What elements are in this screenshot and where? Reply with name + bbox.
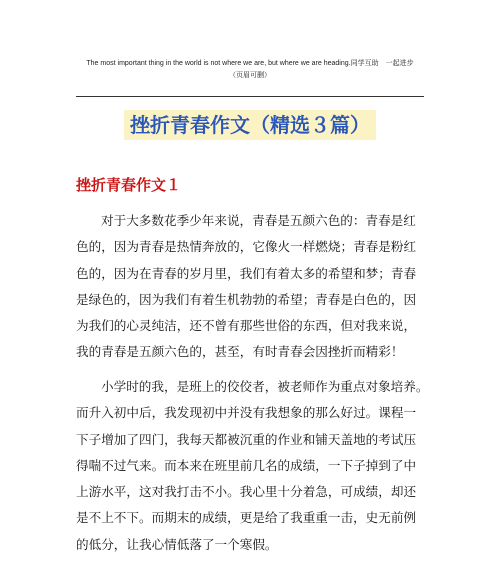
document-title-block	[0, 110, 500, 140]
document-title: 挫折青春作文（精选３篇）	[124, 110, 376, 140]
header-note: （页眉可删）	[229, 72, 271, 79]
paragraph-line: 而升入初中后，我发现初中并没有我想象的那么好过。课程一	[76, 405, 417, 421]
paragraph-line: 得喘不过气来。而本来在班里前几名的成绩，一下子掉到了中	[76, 457, 417, 473]
paragraph-line: 上游水平，这对我打击不小。我心里十分着急，可成绩，却还	[76, 484, 417, 500]
paragraph-line: 对于大多数花季少年来说，青春是五颜六色的：青春是红	[101, 213, 416, 228]
paragraph-line: 小学时的我，是班上的佼佼者，被老师作为重点对象培养。	[101, 379, 429, 394]
paragraph-line: 的低分，让我心情低落了一个寒假。	[76, 536, 278, 552]
paragraph-line: 我的青春是五颜六色的，甚至，有时青春会因挫折而精彩！	[76, 344, 404, 360]
header-motto: The most important thing in the world is not where we are, but where we are heading.同学互助 一起进步	[86, 60, 414, 67]
paragraph-line: 色的，因为在青春的岁月里，我们有着太多的希望和梦；青春	[76, 265, 417, 281]
paragraph-line: 是绿色的，因为我们有着生机勃勃的希望；青春是白色的，因	[76, 291, 417, 307]
paragraph-1	[76, 208, 426, 366]
paragraph-line: 下子增加了四门，我每天都被沉重的作业和铺天盖地的考试压	[76, 431, 417, 447]
page-header	[60, 58, 440, 82]
section-heading: 挫折青春作文１	[76, 176, 182, 194]
paragraph-line: 为我们的心灵纯洁，还不曾有那些世俗的东西，但对我来说，	[76, 318, 417, 334]
paragraph-2	[76, 374, 429, 558]
paragraph-line: 是不上不下。而期末的成绩，更是给了我重重一击，史无前例	[76, 510, 417, 526]
paragraph-line: 色的，因为青春是热情奔放的，它像火一样燃烧；青春是粉红	[76, 239, 417, 255]
header-divider	[76, 96, 424, 97]
